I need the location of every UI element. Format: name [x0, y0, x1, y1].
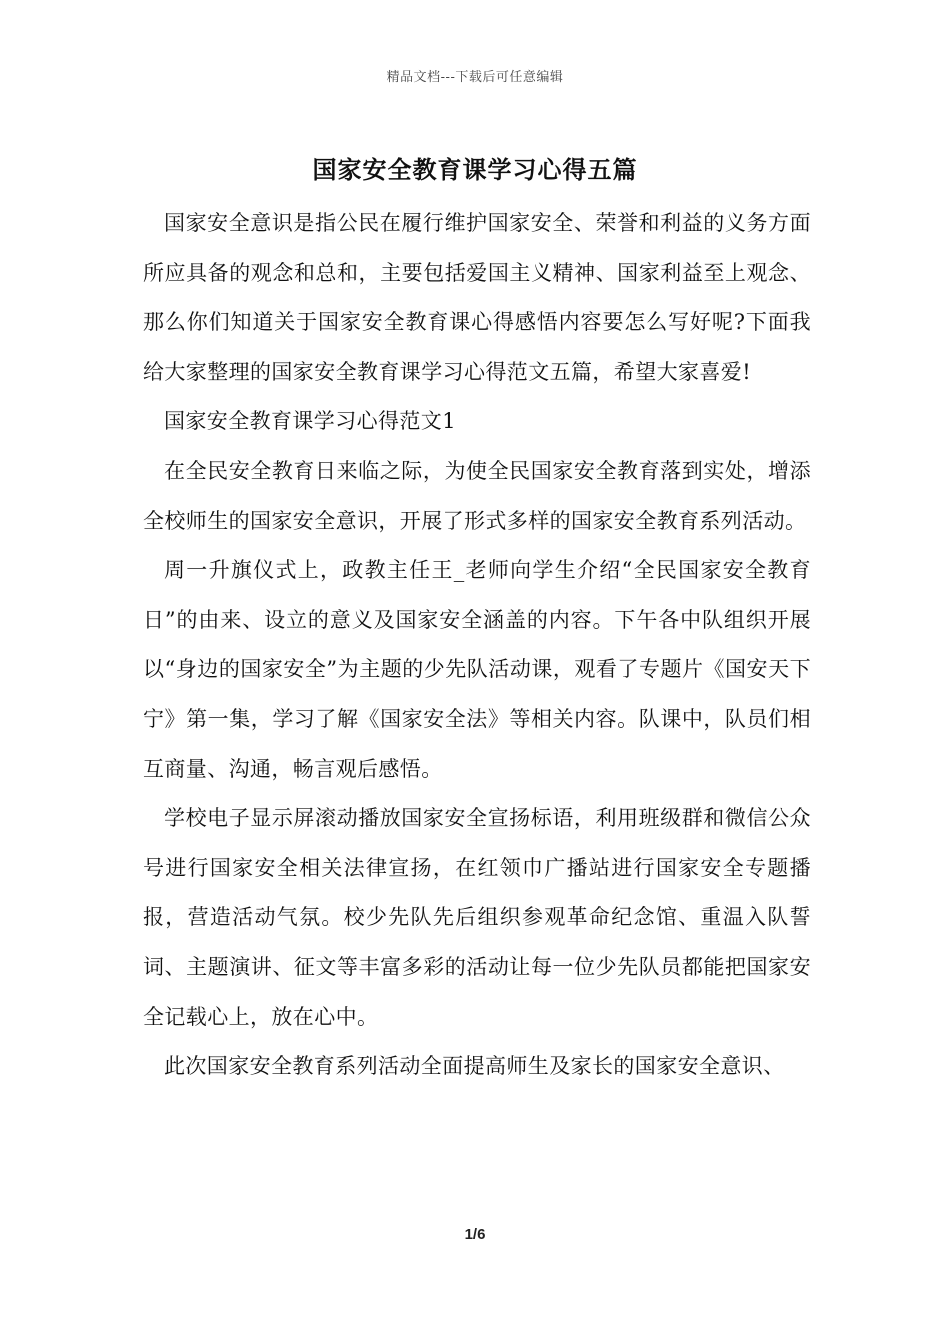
paragraph-2: 周一升旗仪式上，政教主任王_老师向学生介绍“全民国家安全教育日”的由来、设立的意义及国家安全涵盖的内容。下午各中队组织开展以“身边的国家安全”为主题的少先队活动课，观看了专题片《国安天下宁》第一集，学习了解《国家安全法》等相关内容。队课中，队员们相互商量、沟通，畅言观后感悟。	[143, 558, 811, 781]
document-body	[143, 199, 811, 1092]
paragraph-1: 在全民安全教育日来临之际，为使全民国家安全教育落到实处，增添全校师生的国家安全意识，开展了形式多样的国家安全教育系列活动。	[143, 458, 811, 533]
intro-paragraph: 国家安全意识是指公民在履行维护国家安全、荣誉和利益的义务方面所应具备的观念和总和，主要包括爱国主义精神、国家利益至上观念、那么你们知道关于国家安全教育课心得感悟内容要怎么写好呢?下面我给大家整理的国家安全教育课学习心得范文五篇，希望大家喜爱!	[143, 211, 811, 384]
paragraph-4: 此次国家安全教育系列活动全面提高师生及家长的国家安全意识、	[164, 1054, 785, 1079]
section-heading: 国家安全教育课学习心得范文1	[164, 409, 456, 434]
page-number: 1/6	[464, 1226, 486, 1243]
document-title: 国家安全教育课学习心得五篇	[312, 155, 638, 184]
header-note: 精品文档---下载后可任意编辑	[386, 70, 564, 85]
paragraph-3: 学校电子显示屏滚动播放国家安全宣扬标语，利用班级群和微信公众号进行国家安全相关法律宣扬，在红领巾广播站进行国家安全专题播报，营造活动气氛。校少先队先后组织参观革命纪念馆、重温入队誓词、主题演讲、征文等丰富多彩的活动让每一位少先队员都能把国家安全记载心上，放在心中。	[143, 806, 811, 1029]
